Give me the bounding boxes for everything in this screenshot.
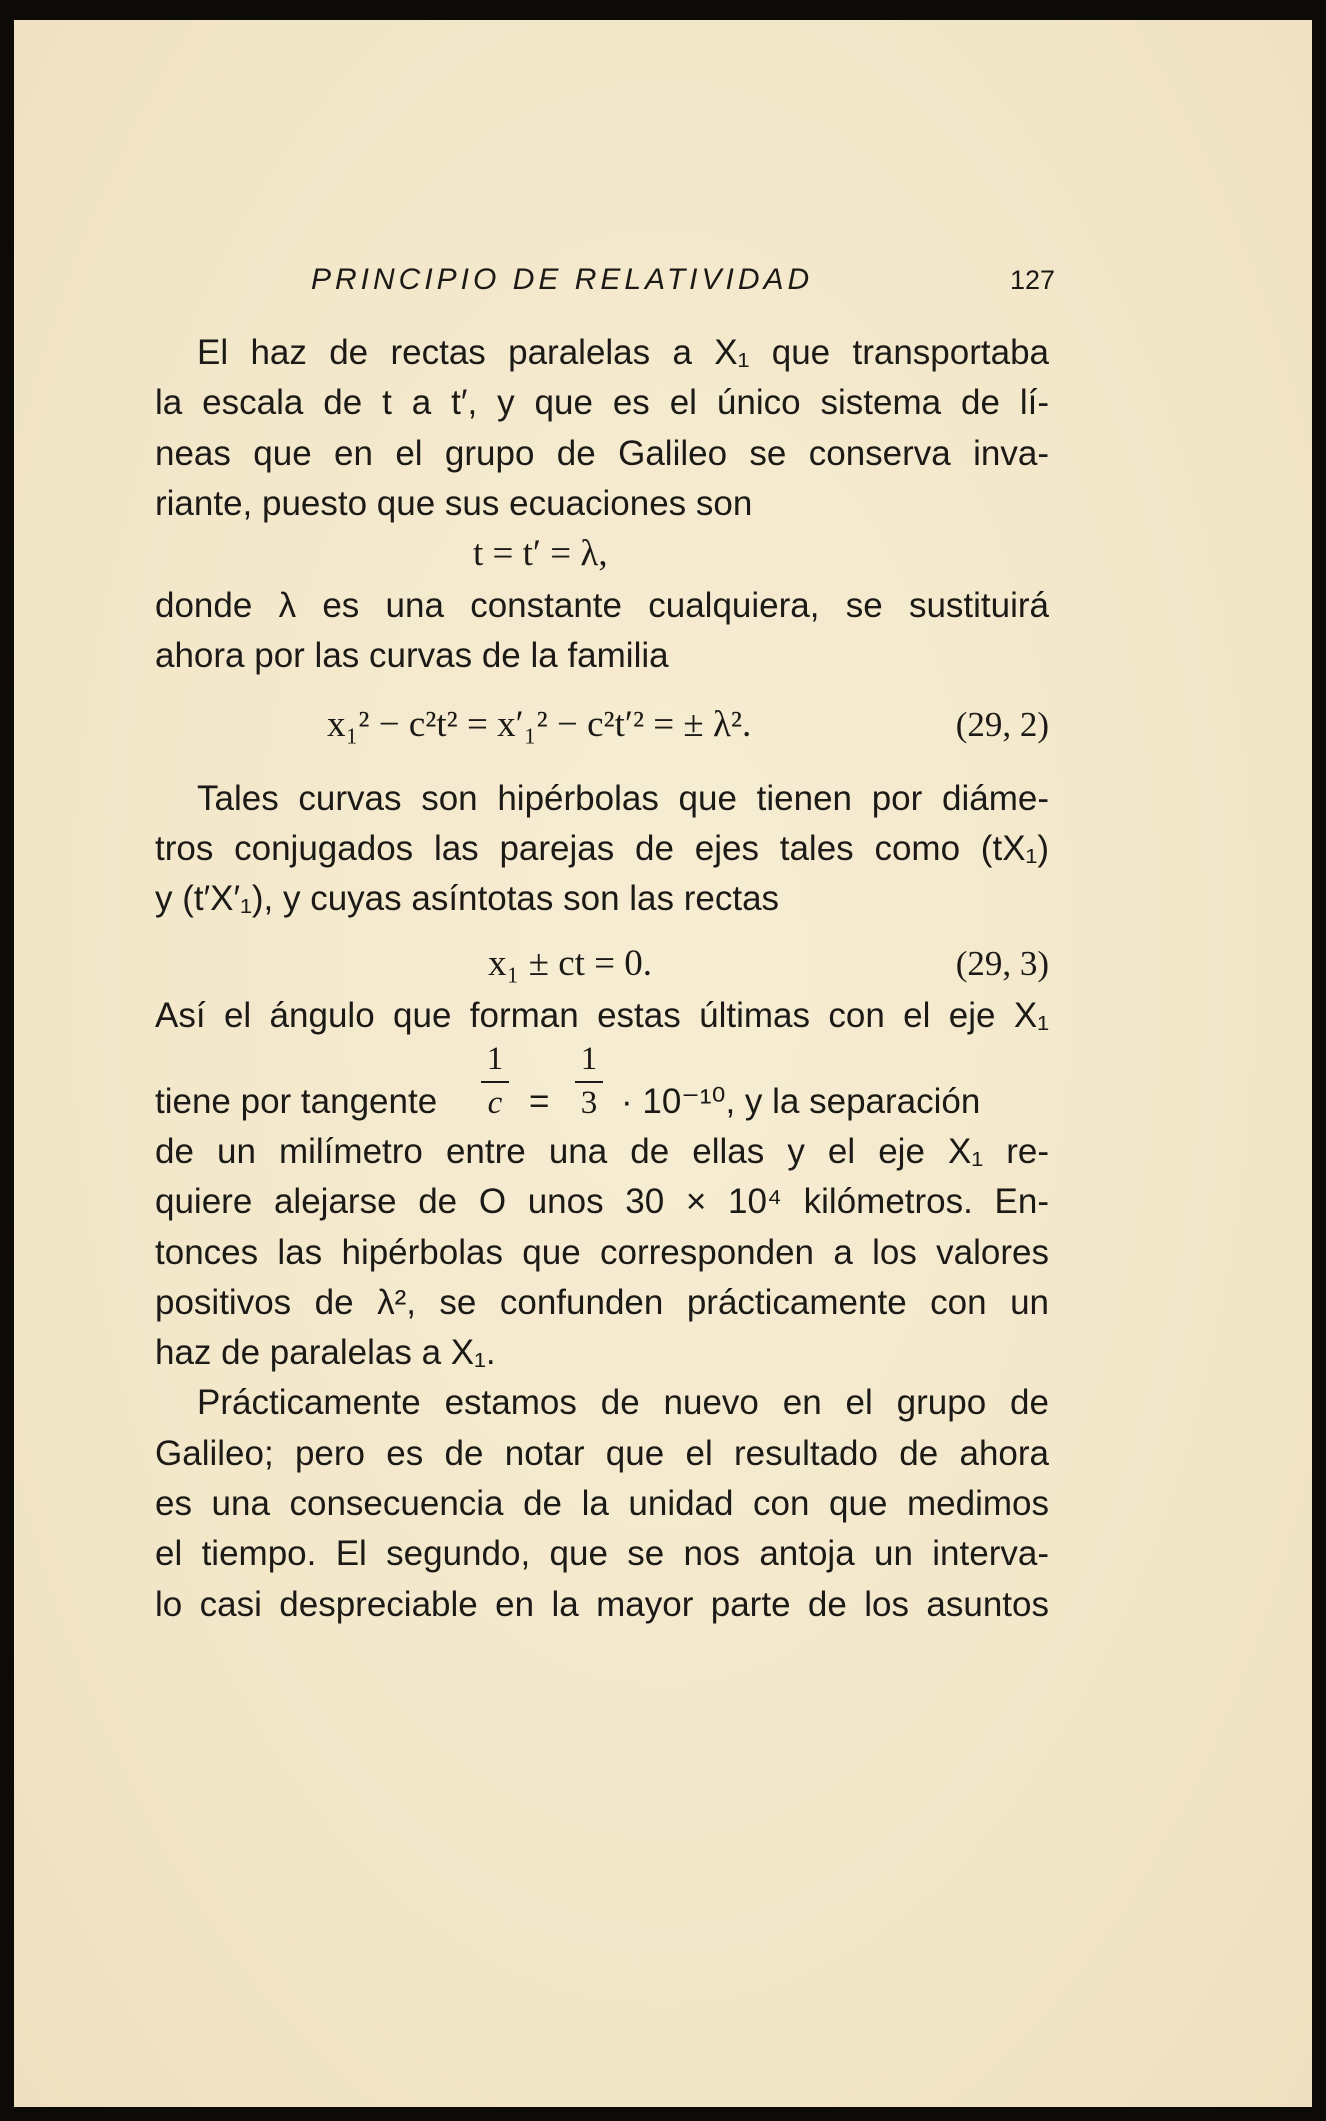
equation-29-2-number: (29, 2) xyxy=(955,704,1049,744)
equation-29-3 xyxy=(155,925,1049,991)
fraction-one-over-three xyxy=(575,1041,603,1121)
fraction-numerator: 1 xyxy=(580,1040,598,1077)
page-header xyxy=(311,260,1055,300)
fraction-one-over-c xyxy=(481,1041,509,1121)
text-line: haz de paralelas a X₁. xyxy=(155,1333,496,1373)
running-title: PRINCIPIO DE RELATIVIDAD xyxy=(311,263,814,296)
text-line: y (t′X′₁), y cuyas asíntotas son las rectas xyxy=(155,879,780,919)
equation-29-2 xyxy=(155,682,1049,774)
text-line: de un milímetro entre una de ellas y el eje X₁ re- xyxy=(155,1131,1049,1171)
text-line: neas que en el grupo de Galileo se conserva inva- xyxy=(155,433,1049,473)
body-text xyxy=(155,328,1049,1630)
paragraph-2 xyxy=(155,581,1049,682)
tangent-suffix: · 10⁻¹⁰, y la separación xyxy=(621,1081,981,1121)
text-line: tonces las hipérbolas que corresponden a los valores xyxy=(155,1232,1049,1272)
equation-29-3-number: (29, 3) xyxy=(955,943,1049,983)
text-line: El haz de rectas paralelas a X₁ que transportaba xyxy=(197,333,1049,372)
text-line: positivos de λ², se confunden prácticamente con un xyxy=(155,1282,1049,1322)
text-line: la escala de t a t′, y que es el único sistema de lí- xyxy=(155,383,1049,423)
book-page xyxy=(14,20,1312,2107)
fraction-denominator: 3 xyxy=(580,1084,598,1121)
equation-29-3-formula: x₁ ± ct = 0. xyxy=(488,942,653,984)
equation-t-formula: t = t′ = λ, xyxy=(473,533,608,575)
text-line: donde λ es una constante cualquiera, se sustituirá xyxy=(155,586,1049,626)
text-line: Prácticamente estamos de nuevo en el grupo de xyxy=(197,1383,1049,1423)
fraction-bar xyxy=(481,1081,509,1083)
text-line: riante, puesto que sus ecuaciones son xyxy=(155,483,753,523)
equation-t xyxy=(155,529,1049,581)
tangent-line xyxy=(155,1041,1049,1127)
text-line: el tiempo. El segundo, que se nos antoja un interva- xyxy=(155,1534,1049,1574)
text-line: lo casi despreciable en la mayor parte de los asuntos xyxy=(155,1584,1049,1624)
text-line: Tales curvas son hipérbolas que tienen por diáme- xyxy=(197,778,1049,818)
equation-29-2-formula: x₁² − c²t² = x′₁² − c²t′² = ± λ². xyxy=(327,703,752,745)
paragraph-1 xyxy=(155,328,1049,529)
fraction-bar xyxy=(575,1081,603,1083)
fraction-numerator: 1 xyxy=(486,1040,504,1077)
equals-sign: = xyxy=(529,1081,550,1121)
text-line: Así el ángulo que forman estas últimas con el eje X₁ xyxy=(155,995,1049,1035)
text-line: es una consecuencia de la unidad con que medimos xyxy=(155,1484,1049,1524)
paragraph-3 xyxy=(155,774,1049,925)
tangent-prefix: tiene por tangente xyxy=(155,1081,438,1121)
text-line: quiere alejarse de O unos 30 × 10⁴ kilómetros. En- xyxy=(155,1182,1049,1222)
paragraph-4 xyxy=(155,991,1049,1379)
text-line: ahora por las curvas de la familia xyxy=(155,636,669,676)
page-number: 127 xyxy=(1009,265,1055,295)
fraction-denominator: c xyxy=(487,1084,503,1121)
text-line: Galileo; pero es de notar que el resultado de ahora xyxy=(155,1433,1049,1473)
paragraph-5 xyxy=(155,1378,1049,1629)
text-line: tros conjugados las parejas de ejes tales como (tX₁) xyxy=(155,829,1049,869)
